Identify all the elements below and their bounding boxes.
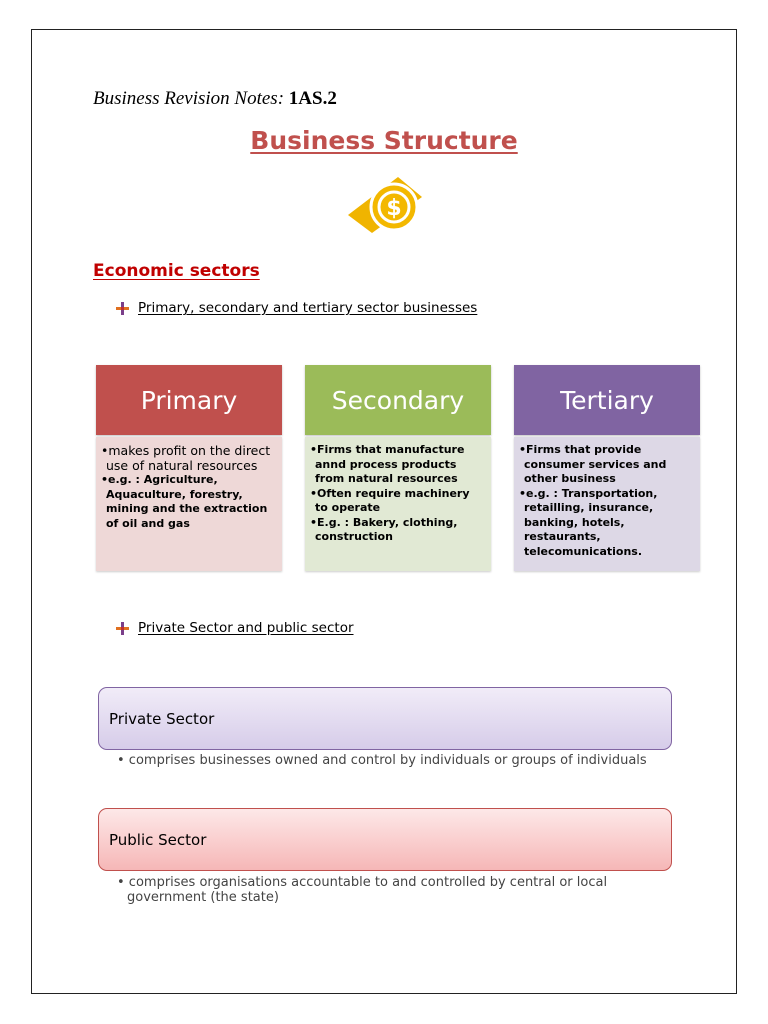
sector-primary: [96, 365, 282, 571]
list-item: • makes profit on the direct use of natural resources: [101, 443, 276, 473]
private-sector-label: Private Sector: [109, 709, 215, 728]
sector-tertiary-title: Tertiary: [514, 365, 700, 435]
revision-note-header: [93, 88, 337, 110]
revision-note-prefix: Business Revision Notes:: [93, 88, 289, 109]
plus-bullet-icon: [116, 622, 129, 635]
private-public-subheading-text: Private Sector and public sector: [138, 620, 354, 636]
svg-text:$: $: [386, 196, 402, 221]
list-item: • Often require machinery to operate: [310, 487, 485, 516]
sector-primary-title: Primary: [96, 365, 282, 435]
list-item: • Firms that provide consumer services and other business: [519, 443, 694, 487]
sector-secondary-body: [305, 437, 491, 571]
dollar-coin-icon: [346, 175, 424, 235]
page-title: Business Structure: [250, 126, 518, 155]
sectors-subheading-text: Primary, secondary and tertiary sector businesses: [138, 300, 478, 316]
sector-secondary-title: Secondary: [305, 365, 491, 435]
sector-tertiary: [514, 365, 700, 571]
public-sector-box: [98, 808, 672, 871]
public-sector-description: • comprises organisations accountable to and controlled by central or local government (the state): [117, 875, 608, 905]
private-sector-description: • comprises businesses owned and control by individuals or groups of individuals: [117, 753, 647, 768]
sector-secondary: [305, 365, 491, 571]
private-sector-box: [98, 687, 672, 750]
public-sector-label: Public Sector: [109, 830, 207, 849]
list-item: • E.g. : Bakery, clothing, construction: [310, 516, 485, 545]
sector-primary-body: [96, 437, 282, 571]
plus-bullet-icon: [116, 302, 129, 315]
sector-tertiary-body: [514, 437, 700, 571]
list-item: • e.g. : Agriculture, Aquaculture, forestry, mining and the extraction of oil and gas: [101, 473, 276, 531]
list-item: • e.g. : Transportation, retailling, insurance, banking, hotels, restaurants, telecomunications.: [519, 487, 694, 560]
sectors-subheading: [116, 300, 477, 316]
economic-sectors-heading: Economic sectors: [93, 261, 260, 281]
revision-note-code: 1AS.2: [288, 88, 337, 109]
private-public-subheading: [116, 620, 354, 636]
list-item: • Firms that manufacture annd process products from natural resources: [310, 443, 485, 487]
